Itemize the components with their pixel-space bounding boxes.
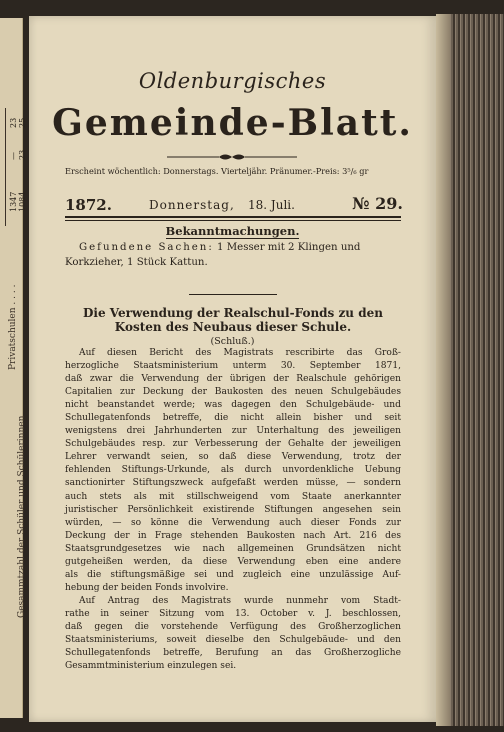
article-line: auch stets als mit stillschweigend vom Staate anerkannter	[65, 491, 401, 502]
article-line: Auf Antrag des Magistrats wurde nunmehr vom Stadt-	[79, 595, 401, 606]
article-line: Capitalien zur Deckung der Baukosten des neuen Schulgebäudes	[65, 387, 401, 398]
article-line: als die stiftungsmäßige sei und zugleich eine unzulässige Auf-	[65, 569, 401, 580]
article-line: gutgeheißen werden, da diese Verwendung eben eine andere	[65, 556, 401, 567]
publication-info: Erscheint wöchentlich: Donnerstags. Vierteljähr. Pränumer.-Preis: 3⁵/₆ gr	[65, 166, 369, 176]
found-items-label: Gefundene Sachen:	[79, 242, 214, 253]
header-rule-thin	[65, 220, 401, 221]
article-line: daß gegen die vorstehende Verfügung des Großherzoglichen	[65, 621, 401, 632]
article-line: sanctionirter Stiftungszweck aufgefaßt werden müsse, — sondern	[65, 478, 401, 489]
article-line: würden, — so könne die Verwendung auch dieser Fonds zur	[65, 517, 401, 528]
article-line: rathe in seiner Sitzung vom 13. October v. J. beschlossen,	[65, 608, 401, 619]
article-line: daß zwar die Verwendung der übrigen der Realschule gehörigen	[65, 374, 401, 385]
previous-page-number: 23	[9, 117, 18, 128]
announcement-found-items	[65, 240, 401, 270]
article-body	[65, 347, 401, 673]
article-line: hebung der beiden Fonds involvire.	[65, 582, 229, 593]
article-continuation-note: (Schluß.)	[210, 336, 255, 347]
article-line: Staatsministeriums, soweit dieselbe den Schulgebäude- und den	[65, 635, 401, 646]
article-line: juristischer Persönlichkeit existirende Stiftungen angesehen sein	[65, 504, 401, 515]
previous-page-label-gesammtzahl: Gesammtzahl der Schüler und Schülerinnen	[17, 415, 27, 618]
article-title-line-2: Kosten des Neubaus dieser Schule.	[114, 320, 352, 334]
page-edges	[436, 14, 450, 726]
issue-year: 1872.	[65, 196, 112, 214]
previous-page-edge	[0, 18, 27, 718]
previous-page-number: 1084	[18, 191, 27, 212]
article-line: Auf diesen Bericht des Magistrats rescribirte das Groß-	[79, 348, 401, 358]
masthead-title: Gemeinde-Blatt.	[52, 102, 413, 144]
article-line: wenigstens drei Jahrhunderten zur Unterhaltung des jeweiligen	[65, 426, 401, 437]
previous-page-number: 1347	[9, 191, 18, 212]
previous-page-number: 23	[18, 149, 27, 160]
masthead-prefix: Oldenburgisches	[138, 69, 327, 93]
article-line: Schulgebäudes resp. zur Verbesserung der Gehalte der jeweiligen	[65, 439, 401, 450]
article-line: nicht beanstandet werde; was dagegen den Schulgebäude- und	[65, 400, 401, 411]
article-title-line-1: Die Verwendung der Realschul-Fonds zu den	[83, 306, 383, 320]
found-items-text-b: Korkzieher, 1 Stück Kattun.	[65, 257, 208, 268]
newspaper-page	[29, 16, 436, 722]
article-line: Schullegatenfonds betreffe, die nicht allein bisher und seit	[65, 413, 401, 424]
article-title	[65, 306, 401, 334]
article-line: fehlenden Stiftungs-Urkunde, als durch unvordenkliche Uebung	[65, 465, 401, 476]
section-divider	[189, 294, 277, 295]
previous-page-number-column	[5, 108, 26, 226]
announcements-heading	[29, 224, 436, 239]
issue-date: 18. Juli.	[248, 198, 295, 212]
article-line: Lehrer verwandt seien, so daß diese Verwendung, trotz der	[65, 452, 401, 463]
article-line: Deckung der in Frage stehenden Baukosten nach Art. 216 des	[65, 530, 401, 541]
previous-page-number: —	[9, 152, 18, 160]
previous-page-table	[2, 284, 27, 618]
previous-page-label-privatschulen: Privatschulen . . . .	[8, 284, 18, 370]
article-line: Schullegatenfonds betreffe, Berufung an das Großherzogliche	[65, 648, 401, 659]
ornament-divider	[167, 152, 297, 162]
article-line: Gesammtministerium einzulegen sei.	[65, 661, 237, 672]
article-line: Staatsgrundgesetzes wie nach allgemeinen Grundsätzen nicht	[65, 543, 401, 554]
header-rule-thick	[65, 216, 401, 218]
previous-page-number: 25	[18, 117, 27, 128]
issue-weekday: Donnerstag,	[149, 198, 235, 212]
found-items-text-a: 1 Messer mit 2 Klingen und	[217, 242, 361, 253]
dateline	[65, 193, 403, 215]
issue-number: № 29.	[352, 194, 403, 213]
announcements-heading-text: Bekanntmachungen.	[165, 224, 300, 238]
article-line: herzogliche Staatsministerium unterm 30. September 1871,	[65, 361, 401, 372]
